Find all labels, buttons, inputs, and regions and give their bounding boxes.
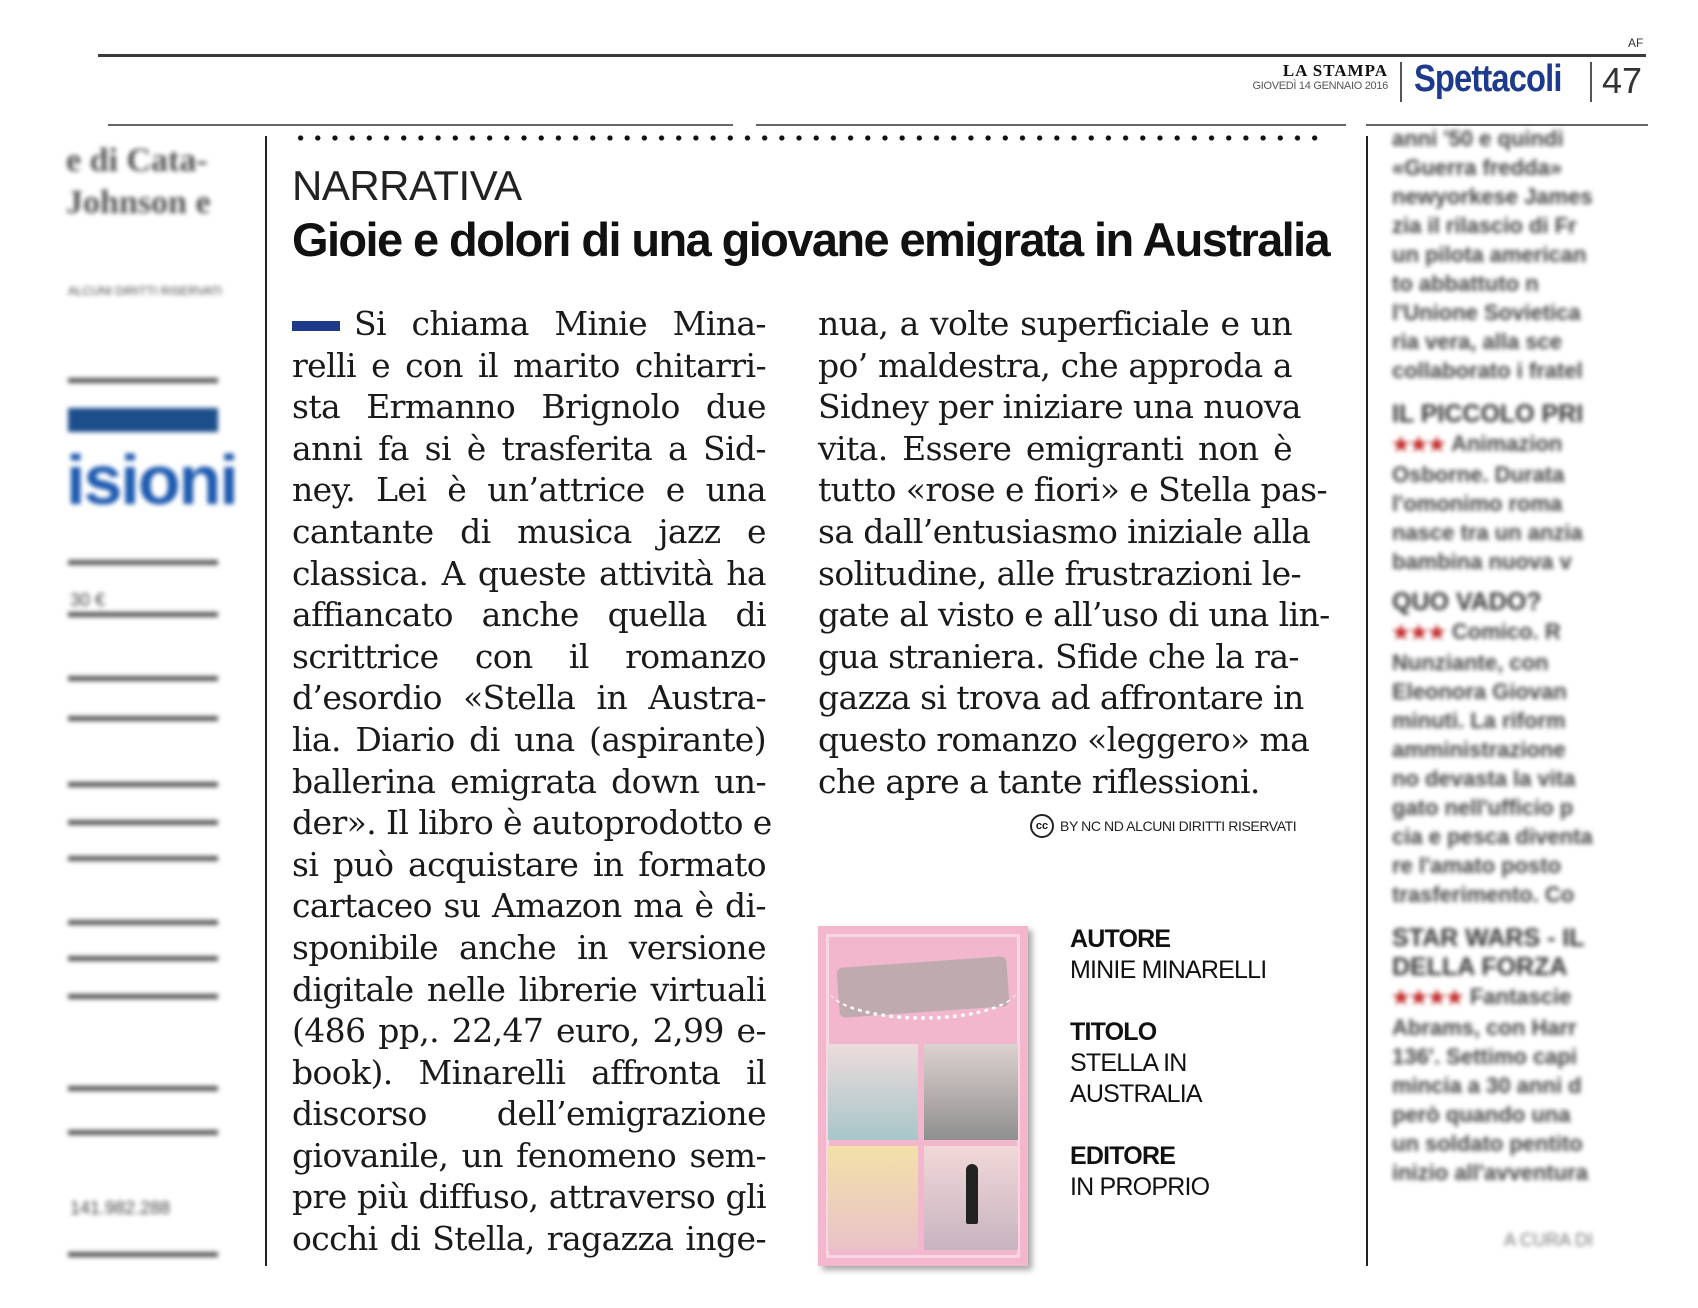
right-line: to abbattuto n [1392,271,1539,296]
corner-mark: AF [1628,36,1644,50]
right-line: Osborne. Durata [1392,462,1565,487]
body-line: giovanile, un fenomeno sem- [292,1135,766,1175]
right-line: l'Unione Sovietica [1392,300,1581,325]
body-line: ballerina emigrata down un- [292,761,766,801]
left-rule [68,994,218,999]
author-label: AUTORE [1070,925,1171,953]
lead-dash [292,321,340,331]
left-rule [68,378,218,383]
left-rule [68,1130,218,1135]
right-line: bambina nuova v [1392,549,1572,574]
title-value: STELLA IN [1070,1049,1187,1077]
cover-pearl-necklace [828,956,1018,1020]
book-cover-image [818,926,1028,1266]
body-line: gazza si trova ad affrontare in [818,678,1304,718]
right-line: cia e pesca diventa [1392,824,1593,849]
right-line: newyorkese James [1392,184,1593,209]
body-line: classica. A queste attività ha [292,553,766,593]
cover-photo-tile [828,1044,918,1140]
body-line: gua straniera. Sfide che la ra- [818,636,1299,676]
right-column-movie-3 [1392,924,1628,1187]
right-line: Comico. R [1451,619,1561,644]
right-column-intro [1392,124,1628,385]
header-divider [1400,62,1402,102]
body-line: vita. Essere emigranti non è [818,428,1292,468]
left-rule [68,1252,218,1257]
right-line: un pilota american [1392,242,1587,267]
license-text: BY NC ND ALCUNI DIRITTI RISERVATI [1060,818,1297,834]
body-line: Sidney per iniziare una nuova [818,387,1301,427]
right-line: trasferimento. Co [1392,882,1575,907]
cover-photo-tile [924,1044,1018,1140]
body-line: po’ maldestra, che approda a [818,345,1292,385]
article-column-2 [818,303,1330,802]
right-line: Abrams, con Harr [1392,1015,1577,1040]
right-column-movie-1 [1392,400,1628,576]
right-line: anni '50 e quindi [1392,126,1564,151]
sub-rule [108,124,733,126]
body-line: affiancato anche quella di [292,595,766,635]
right-line: nasce tra un anzia [1392,520,1583,545]
body-line: lia. Diario di una (aspirante) [292,719,766,759]
right-line: l'omonimo roma [1392,491,1563,516]
masthead [1220,62,1388,92]
sub-rule [756,124,1346,126]
body-line: si può acquistare in formato [292,844,766,884]
top-rule [98,54,1646,57]
left-rule [68,782,218,787]
movie-title: IL PICCOLO PRI [1392,400,1584,428]
right-column-footer: A CURA DI [1504,1230,1594,1250]
column-rule-left [265,136,267,1266]
creative-commons-icon: cc [1030,814,1054,838]
body-line: gate al visto e all’uso di una lin- [818,595,1330,635]
column-rule-right [1366,136,1368,1266]
cover-figure [966,1164,978,1224]
right-line: minuti. La riform [1392,708,1566,733]
body-line: cartaceo su Amazon ma è di- [292,886,766,926]
left-rule [68,956,218,961]
left-rule [68,612,218,617]
left-blue-bar [68,408,218,432]
article-kicker: NARRATIVA [292,162,522,209]
body-line: digitale nelle librerie virtuali [292,969,766,1009]
rating-stars: ★★★★ [1392,987,1464,1009]
publisher-value: IN PROPRIO [1070,1173,1210,1201]
right-line: collaborato i fratel [1392,358,1583,383]
article-column-1 [292,303,772,1260]
left-big-word: isioni [66,441,237,519]
issue-date: GIOVEDÌ 14 GENNAIO 2016 [1252,80,1388,92]
left-rule [68,676,218,681]
right-line: no devasta la vita [1392,766,1576,791]
right-line: zia il rilascio di Fr [1392,213,1577,238]
body-line: d’esordio «Stella in Austra- [292,678,766,718]
body-line-text: Si chiama Minie Mina- [354,304,766,343]
book-author [1070,924,1266,986]
body-line: sponibile anche in versione [292,927,766,967]
body-line: book). Minarelli affronta il [292,1052,766,1092]
page-number: 47 [1602,60,1643,101]
newspaper-logo: LA STAMPA [1282,61,1388,80]
body-line: sa dall’entusiasmo iniziale alla [818,511,1311,551]
right-line: Nunziante, con [1392,650,1549,675]
left-title-line: e di Cata- [66,142,208,179]
right-column-movie-2 [1392,588,1628,909]
movie-title: QUO VADO? [1392,588,1542,616]
body-line: pre più diffuso, attraverso gli [292,1177,766,1217]
article-headline: Gioie e dolori di una giovane emigrata in Australia [292,213,1330,266]
body-line: ney. Lei è un’attrice e una [292,470,766,510]
left-small-text: ALCUNI DIRITTI RISERVATI [68,284,223,298]
title-label: TITOLO [1070,1018,1157,1046]
left-rule [68,560,218,565]
body-line: scrittrice con il romanzo [292,636,766,676]
cover-photo-tile [828,1146,918,1250]
body-line: solitudine, alle frustrazioni le- [818,553,1302,593]
body-line: relli e con il marito chitarri- [292,345,766,385]
title-value: AUSTRALIA [1070,1080,1202,1108]
rating-stars: ★★★ [1392,434,1446,456]
license-notice [1030,814,1296,838]
right-line: Fantascie [1469,984,1572,1009]
right-line: 136'. Settimo capi [1392,1044,1577,1069]
right-line: però quando una [1392,1102,1571,1127]
right-line: Animazion [1451,431,1563,456]
right-line: amministrazione [1392,737,1566,762]
body-line: anni fa si è trasferita a Sid- [292,428,766,468]
body-line: (486 pp,. 22,47 euro, 2,99 e- [292,1011,766,1051]
right-line: inizio all'avventura [1392,1160,1588,1185]
right-line: ria vera, alla sce [1392,329,1563,354]
right-line: un soldato pentito [1392,1131,1583,1156]
body-line: questo romanzo «leggero» ma [818,719,1310,759]
book-publisher [1070,1141,1209,1203]
left-rule [68,920,218,925]
right-line: mincia a 30 anni d [1392,1073,1582,1098]
left-number: 141.982.288 [70,1198,171,1218]
right-line: gato nell'ufficio p [1392,795,1574,820]
body-line [292,303,766,345]
right-line: Eleonora Giovan [1392,679,1567,704]
left-rule [68,856,218,861]
body-line: sta Ermanno Brignolo due [292,387,766,427]
left-title-line: Johnson e [66,184,211,221]
right-line: re l'amato posto [1392,853,1562,878]
body-line: cantante di musica jazz e [292,511,766,551]
dotted-divider [292,134,1324,142]
left-rule [68,820,218,825]
right-line: «Guerra fredda» [1392,155,1562,180]
left-rule [68,716,218,721]
left-column-title [66,140,211,224]
section-title: Spettacoli [1414,58,1562,100]
book-title [1070,1017,1202,1110]
rating-stars: ★★★ [1392,622,1446,644]
author-value: MINIE MINARELLI [1070,956,1267,984]
movie-title: STAR WARS - IL [1392,924,1585,952]
body-line: che apre a tante riflessioni. [818,761,1260,801]
left-number: 30 € [70,590,106,610]
body-line: tutto «rose e fiori» e Stella pas- [818,470,1328,510]
left-rule [68,1086,218,1091]
movie-title: DELLA FORZA [1392,953,1568,981]
body-line: der». Il libro è autoprodotto e [292,803,772,843]
header-divider-2 [1590,62,1592,102]
body-line: occhi di Stella, ragazza inge- [292,1219,766,1259]
publisher-label: EDITORE [1070,1142,1176,1170]
body-line: discorso dell’emigrazione [292,1094,766,1134]
body-line: nua, a volte superficiale e un [818,304,1292,343]
